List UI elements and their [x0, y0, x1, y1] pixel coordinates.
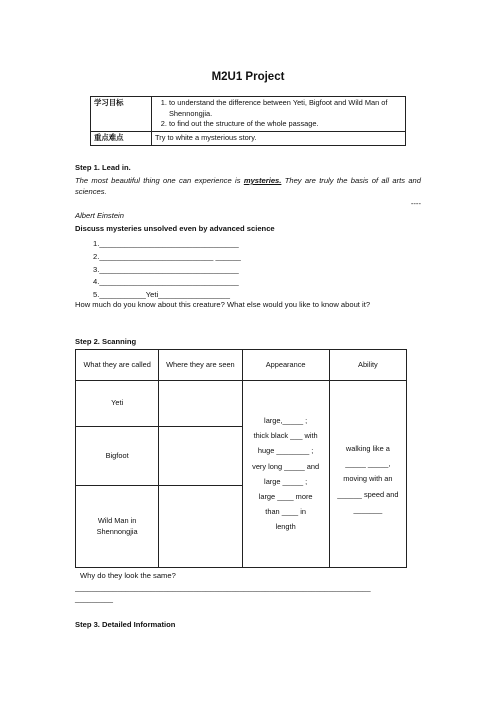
goals-table	[90, 96, 406, 146]
scanning-table	[75, 349, 407, 568]
step3-heading: Step 3. Detailed Information	[75, 620, 176, 629]
ability-line: walking like a	[345, 444, 390, 453]
name-bigfoot: Bigfoot	[76, 427, 159, 486]
goal-list-cell	[152, 97, 406, 132]
name-yeti: Yeti	[76, 381, 159, 427]
appearance-line: than ____ in	[265, 507, 306, 517]
appearance-line: large ____ more	[258, 491, 313, 501]
why-question: Why do they look the same?	[80, 571, 176, 580]
appearance-cell	[242, 381, 329, 568]
quote-dashes: ----	[410, 199, 421, 208]
quote-author: Albert Einstein	[75, 211, 124, 220]
appearance-line: length	[275, 522, 296, 532]
key-text: Try to white a mysterious story.	[152, 132, 406, 146]
where-wildman-cell	[159, 486, 242, 568]
goal-item: 1. to understand the difference between Yeti, Bigfoot and Wild Man of Shennongjia.	[169, 98, 402, 119]
header-ability: Ability	[329, 350, 406, 381]
appearance-line: large,_____ ;	[264, 416, 308, 425]
appearance-line: thick black ___ with	[253, 431, 318, 441]
ability-line: _____ _____,	[345, 459, 391, 469]
ability-line: _______	[353, 504, 383, 514]
creature-question: How much do you know about this creature? What else would you like to know about it?	[75, 300, 371, 309]
blank-line-3: 3._________________________________	[93, 264, 239, 274]
where-yeti-cell	[159, 381, 242, 427]
appearance-line: very long _____ and	[252, 461, 320, 471]
answer-line-1: ______________________________________________________________________	[75, 583, 371, 592]
step1-heading: Step 1. Lead in.	[75, 163, 131, 172]
quote-before: The most beautiful thing one can experience is	[75, 176, 244, 185]
header-where: Where they are seen	[159, 350, 242, 381]
page-title: M2U1 Project	[211, 71, 285, 83]
where-bigfoot-cell	[159, 427, 242, 486]
appearance-line: large _____ ;	[264, 476, 308, 486]
quote	[75, 175, 421, 198]
header-called: What they are called	[76, 350, 159, 381]
key-label: 重点难点	[91, 132, 152, 146]
ability-line: moving with an	[343, 474, 393, 484]
goal-item: 2. to find out the structure of the whole passage.	[169, 119, 402, 130]
header-appearance: Appearance	[242, 350, 329, 381]
blank-list	[93, 238, 241, 302]
blank-line-2: 2.___________________________ ______	[93, 251, 241, 261]
goal-label: 学习目标	[91, 97, 152, 132]
goal-list	[155, 98, 402, 130]
name-wildman: Wild Man in Shennongjia	[76, 486, 159, 568]
appearance-line: huge ________ ;	[257, 446, 314, 456]
blank-line-5: 5.___________Yeti_________________	[93, 290, 230, 300]
answer-line-2: _________	[75, 594, 114, 603]
ability-line: ______ speed and	[337, 489, 399, 499]
step2-heading: Step 2. Scanning	[75, 337, 137, 346]
blank-line-1: 1._________________________________	[93, 239, 239, 248]
discuss-heading: Discuss mysteries unsolved even by advanced science	[75, 224, 275, 233]
quote-after: They are truly the basis of all arts and sciences.	[75, 176, 421, 197]
blank-line-4: 4._________________________________	[93, 277, 239, 287]
ability-cell	[329, 381, 406, 568]
quote-word: mysteries.	[243, 176, 282, 185]
